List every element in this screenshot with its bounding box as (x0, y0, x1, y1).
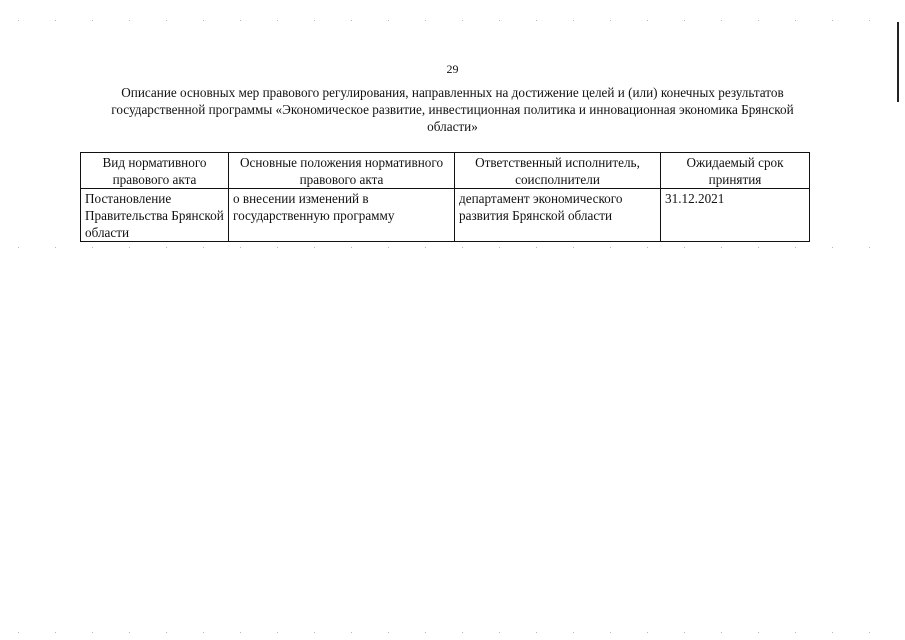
scan-artifact-bottom (0, 632, 905, 633)
header-act-type: Вид нормативного правового акта (81, 153, 229, 189)
header-deadline: Ожидаемый срок принятия (661, 153, 810, 189)
document-title: Описание основных мер правового регулирования, направленных на достижение целей и (или) конечных результатов государственной программы «Экономическое развитие, инвестиционная политика и инновационная экономика Брянской области» (111, 85, 794, 134)
scan-artifact-mid (0, 247, 905, 248)
cell-deadline: 31.12.2021 (661, 189, 810, 242)
table-row (81, 189, 810, 242)
cell-main-provisions: о внесении изменений в государственную программу (229, 189, 455, 242)
scan-artifact-top (0, 20, 905, 21)
header-main-provisions: Основные положения нормативного правового акта (229, 153, 455, 189)
page-number: 29 (446, 62, 459, 76)
cell-executor: департамент экономического развития Брянской области (455, 189, 661, 242)
legal-measures-table (80, 152, 810, 242)
cell-act-type: Постановление Правительства Брянской области (81, 189, 229, 242)
header-executor: Ответственный исполнитель, соисполнители (455, 153, 661, 189)
table-header-row (81, 153, 810, 189)
